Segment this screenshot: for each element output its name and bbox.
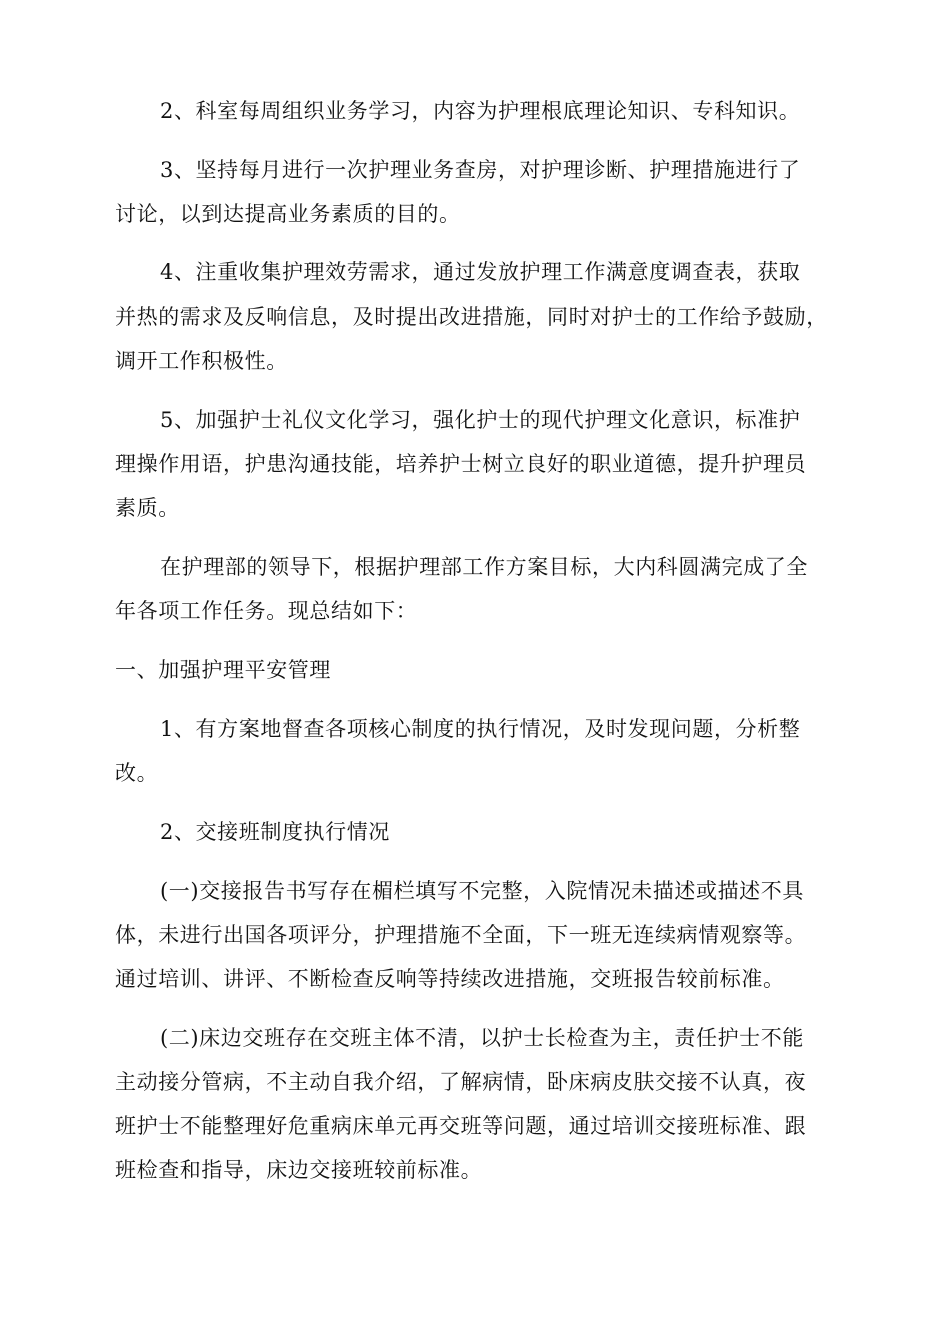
sub-item-1-line-2: 体，未进行出国各项评分，护理措施不全面，下一班无连续病情观察等。 — [115, 923, 807, 947]
sub-item-1-line-3: 通过培训、讲评、不断检查反响等持续改进措施，交班报告较前标准。 — [115, 967, 785, 991]
item-1-line-2: 改。 — [115, 761, 159, 785]
item-2-heading: 2、交接班制度执行情况 — [160, 820, 390, 844]
item-1-line-1: 1、有方案地督查各项核心制度的执行情况，及时发现问题，分析整 — [160, 717, 801, 741]
paragraph-4-line-3: 调开工作积极性。 — [115, 349, 288, 373]
summary-intro-line-1: 在护理部的领导下，根据护理部工作方案目标，大内科圆满完成了全 — [160, 555, 808, 579]
section-heading-1: 一、加强护理平安管理 — [115, 658, 331, 682]
paragraph-5-line-1: 5、加强护士礼仪文化学习，强化护士的现代护理文化意识，标准护 — [160, 408, 801, 432]
sub-item-2-line-1: (二)床边交班存在交班主体不清，以护士长检查为主，责任护士不能 — [160, 1026, 804, 1050]
paragraph-4-line-2: 并热的需求及反响信息，及时提出改进措施，同时对护士的工作给予鼓励， — [115, 305, 828, 329]
paragraph-3-line-1: 3、坚持每月进行一次护理业务查房，对护理诊断、护理措施进行了 — [160, 158, 801, 182]
sub-item-2-line-2: 主动接分管病，不主动自我介绍，了解病情，卧床病皮肤交接不认真，夜 — [115, 1070, 807, 1094]
sub-item-1-line-1: (一)交接报告书写存在楣栏填写不完整，入院情况未描述或描述不具 — [160, 879, 804, 903]
sub-item-2-line-3: 班护士不能整理好危重病床单元再交班等问题，通过培训交接班标准、跟 — [115, 1114, 807, 1138]
paragraph-4-line-1: 4、注重收集护理效劳需求，通过发放护理工作满意度调查表，获取 — [160, 260, 801, 284]
paragraph-5-line-3: 素质。 — [115, 496, 180, 520]
paragraph-2-line-1: 2、科室每周组织业务学习，内容为护理根底理论知识、专科知识。 — [160, 99, 801, 123]
paragraph-3-line-2: 讨论，以到达提高业务素质的目的。 — [115, 202, 461, 226]
paragraph-5-line-2: 理操作用语，护患沟通技能，培养护士树立良好的职业道德，提升护理员 — [115, 452, 807, 476]
sub-item-2-line-4: 班检查和指导，床边交接班较前标准。 — [115, 1158, 483, 1182]
summary-intro-line-2: 年各项工作任务。现总结如下： — [115, 599, 418, 623]
